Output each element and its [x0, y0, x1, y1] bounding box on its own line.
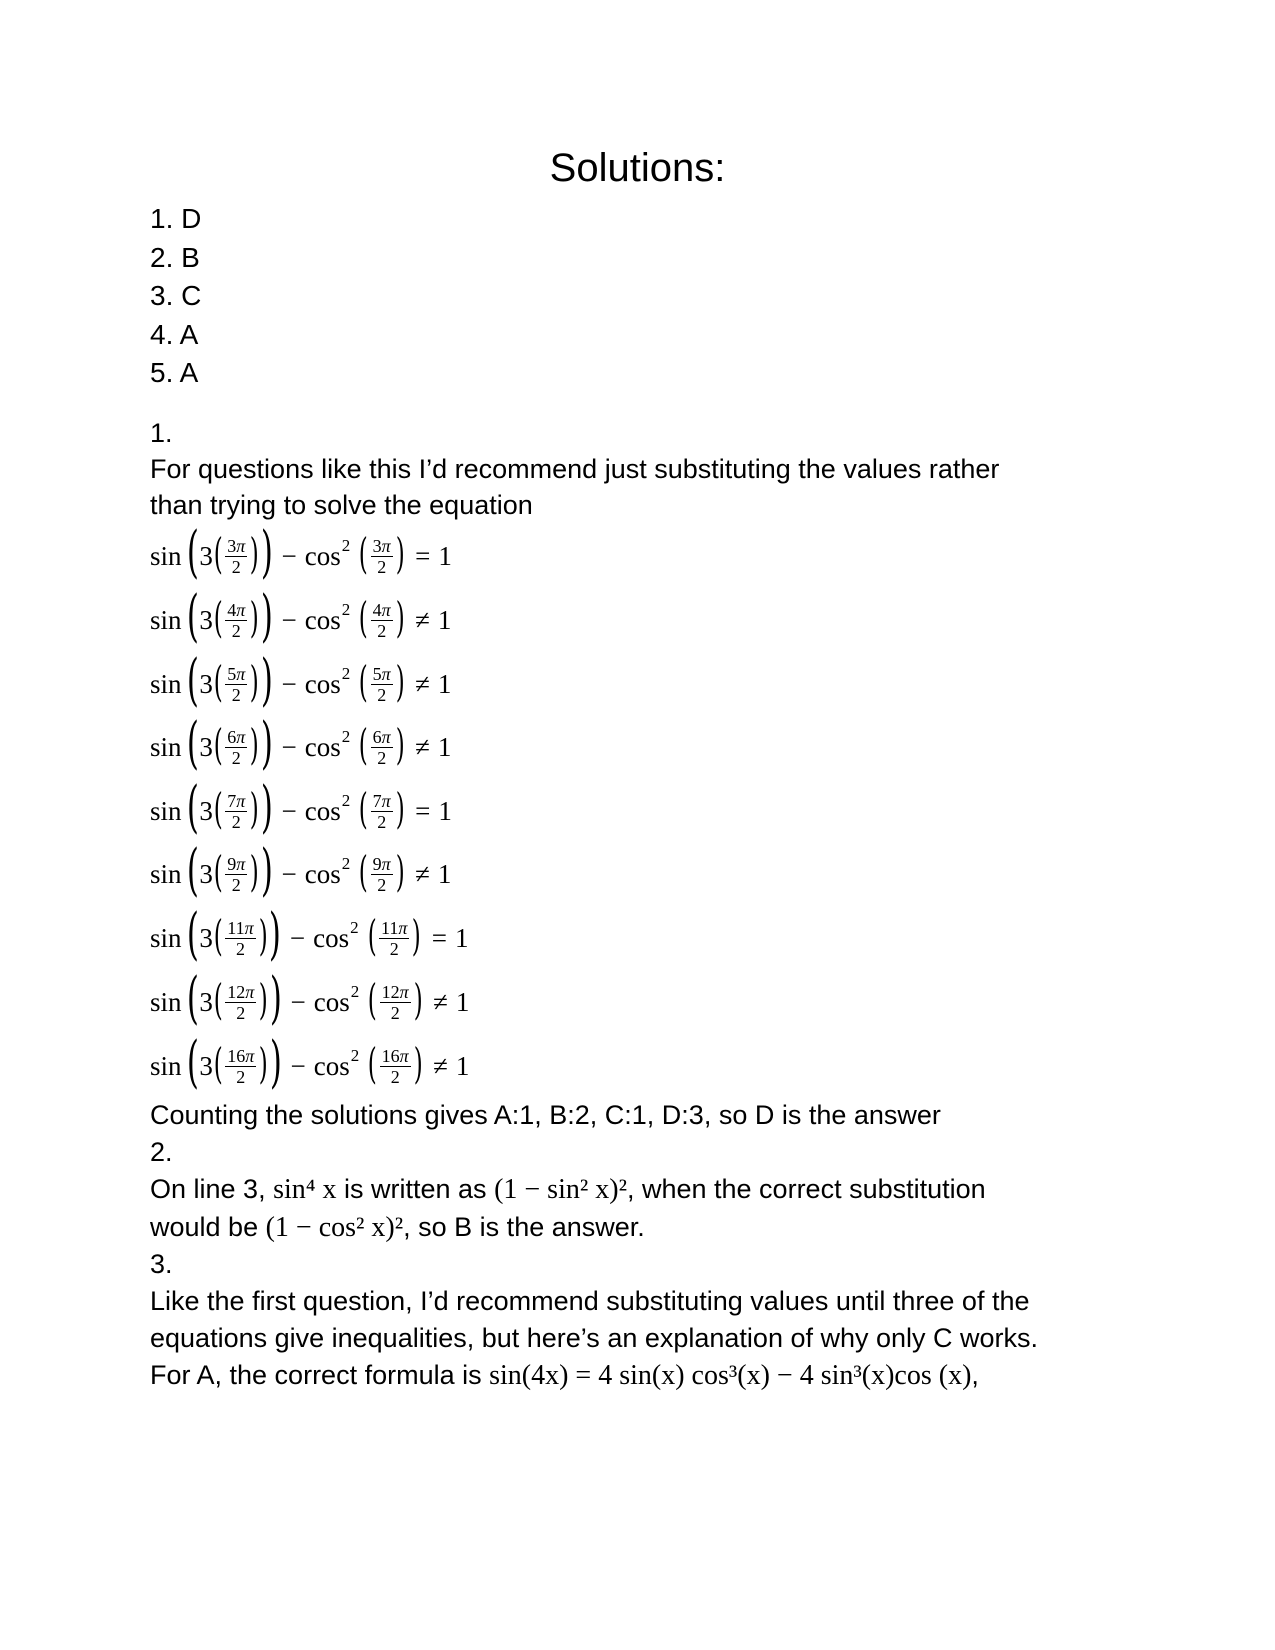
fraction-numerator-coef: 11 [227, 917, 245, 938]
sin-function: sin [150, 858, 182, 889]
fraction-denominator: 2 [236, 1066, 246, 1087]
fraction [380, 982, 411, 1023]
cos-function: cos [304, 731, 341, 762]
q1-equation-row [150, 902, 469, 969]
cos-function: cos [304, 858, 341, 889]
relation-symbol: ≠ [415, 668, 430, 699]
open-paren: ( [213, 975, 223, 1024]
close-paren: ) [249, 847, 259, 896]
open-paren: ( [186, 520, 199, 585]
fraction [225, 727, 247, 768]
minus-sign: − [290, 986, 306, 1017]
pi-symbol: π [381, 790, 391, 811]
open-paren: ( [367, 975, 377, 1024]
fraction [225, 1046, 256, 1087]
right-hand-side: 1 [438, 540, 452, 571]
cos-function: cos [313, 1050, 350, 1081]
fraction-numerator-coef: 12 [227, 981, 246, 1002]
fraction [225, 600, 247, 641]
q3-line2: equations give inequalities, but here’s an explanation of why only C works. [150, 1323, 1039, 1353]
relation-symbol: ≠ [415, 858, 430, 889]
fraction-denominator: 2 [390, 1002, 400, 1023]
minus-sign: − [289, 922, 306, 953]
fraction-numerator-coef: 3 [372, 535, 382, 556]
pi-symbol: π [244, 917, 254, 938]
q1-equation-row [150, 711, 452, 778]
open-paren: ( [186, 902, 199, 967]
open-paren: ( [213, 1039, 223, 1088]
close-paren: ) [269, 966, 282, 1031]
open-paren: ( [358, 593, 368, 642]
coefficient: 3 [199, 668, 213, 699]
fraction [371, 600, 393, 641]
answer-key-item: 3. C [150, 280, 202, 311]
answer-key-list [150, 200, 201, 393]
q2-line2-text-a: would be [150, 1212, 266, 1242]
coefficient: 3 [199, 604, 213, 635]
cos-function: cos [304, 795, 341, 826]
coefficient: 3 [199, 922, 213, 953]
pi-symbol: π [381, 599, 391, 620]
coefficient: 3 [199, 986, 213, 1017]
pi-symbol: π [236, 663, 246, 684]
right-hand-side: 1 [455, 986, 470, 1017]
close-paren: ) [260, 711, 273, 776]
fraction-numerator-coef: 5 [372, 663, 382, 684]
minus-sign: − [290, 1050, 306, 1081]
pi-symbol: π [236, 790, 246, 811]
page-title: Solutions: [549, 146, 726, 190]
fraction-denominator: 2 [377, 620, 387, 641]
pi-symbol: π [398, 917, 408, 938]
close-paren: ) [260, 648, 273, 713]
fraction-numerator-coef: 6 [372, 726, 382, 747]
close-paren: ) [249, 784, 259, 833]
q3-math-sin4x-formula: sin(4x) = 4 sin(x) cos³(x) − 4 sin³(x)cos (x) [489, 1360, 972, 1391]
close-paren: ) [395, 847, 405, 896]
close-paren: ) [258, 911, 268, 960]
pi-symbol: π [381, 535, 391, 556]
square-exponent: 2 [350, 1046, 360, 1065]
fraction-denominator: 2 [231, 874, 241, 895]
open-paren: ( [213, 847, 223, 896]
close-paren: ) [249, 593, 259, 642]
right-hand-side: 1 [455, 1050, 470, 1081]
answer-key-item: 2. B [150, 241, 200, 273]
fraction-numerator-coef: 6 [227, 726, 237, 747]
q1-number: 1. [150, 418, 173, 448]
q1-intro-line2: than trying to solve the equation [150, 490, 533, 520]
open-paren: ( [186, 966, 199, 1031]
q1-equation-row [150, 1030, 470, 1097]
cos-function: cos [304, 604, 341, 635]
close-paren: ) [395, 529, 405, 578]
q2-math-sin4: sin⁴ x [273, 1174, 337, 1205]
q2-line1-text-b: is written as [336, 1174, 495, 1204]
fraction-denominator: 2 [231, 556, 241, 577]
coefficient: 3 [199, 795, 213, 826]
fraction-denominator: 2 [231, 811, 241, 832]
right-hand-side: 1 [438, 795, 452, 826]
square-exponent: 2 [341, 536, 351, 555]
open-paren: ( [186, 838, 199, 903]
open-paren: ( [358, 784, 368, 833]
fraction-numerator-coef: 7 [227, 790, 237, 811]
q3-line3-text-a: For A, the correct formula is [150, 1360, 490, 1390]
open-paren: ( [186, 648, 199, 713]
close-paren: ) [269, 1030, 282, 1095]
fraction [225, 791, 247, 832]
fraction [225, 918, 255, 959]
q2-line1-text-c: , when the correct substitution [626, 1174, 986, 1204]
minus-sign: − [281, 540, 297, 571]
fraction [371, 791, 393, 832]
relation-symbol: ≠ [433, 986, 448, 1017]
minus-sign: − [281, 858, 297, 889]
fraction [225, 536, 247, 577]
fraction-numerator-coef: 11 [381, 917, 399, 938]
q2-line2 [150, 1212, 645, 1244]
coefficient: 3 [199, 731, 213, 762]
fraction-denominator: 2 [231, 620, 241, 641]
coefficient: 3 [199, 858, 213, 889]
open-paren: ( [186, 775, 199, 840]
sin-function: sin [150, 731, 182, 762]
open-paren: ( [358, 847, 368, 896]
q2-line2-text-b: , so B is the answer. [403, 1212, 645, 1242]
relation-symbol: = [415, 795, 431, 826]
close-paren: ) [249, 720, 259, 769]
open-paren: ( [358, 720, 368, 769]
q1-equation-row [150, 838, 452, 905]
q3-line1: Like the first question, I’d recommend substituting values until three of the [150, 1286, 1030, 1316]
square-exponent: 2 [341, 664, 351, 683]
right-hand-side: 1 [437, 858, 452, 889]
close-paren: ) [395, 784, 405, 833]
q2-line1 [150, 1174, 986, 1206]
open-paren: ( [213, 784, 223, 833]
cos-function: cos [304, 668, 341, 699]
fraction [225, 982, 256, 1023]
coefficient: 3 [199, 1050, 213, 1081]
fraction-numerator-coef: 4 [372, 599, 382, 620]
fraction-numerator-coef: 16 [227, 1045, 246, 1066]
fraction-denominator: 2 [390, 1066, 400, 1087]
q1-equation-row [150, 966, 470, 1033]
q3-number: 3. [150, 1249, 173, 1279]
close-paren: ) [268, 902, 281, 967]
pi-symbol: π [399, 981, 409, 1002]
q2-math-correct-substitution: (1 − cos² x)² [265, 1212, 404, 1243]
fraction [225, 664, 247, 705]
open-paren: ( [186, 584, 199, 649]
close-paren: ) [258, 975, 268, 1024]
sin-function: sin [150, 604, 182, 635]
right-hand-side: 1 [437, 731, 452, 762]
fraction-denominator: 2 [377, 684, 387, 705]
pi-symbol: π [245, 981, 255, 1002]
pi-symbol: π [245, 1045, 255, 1066]
close-paren: ) [249, 529, 259, 578]
q1-equation-row [150, 775, 452, 842]
open-paren: ( [367, 911, 377, 960]
coefficient: 3 [199, 540, 213, 571]
close-paren: ) [395, 657, 405, 706]
relation-symbol: = [415, 540, 431, 571]
sin-function: sin [150, 1050, 182, 1081]
minus-sign: − [281, 604, 297, 635]
pi-symbol: π [399, 1045, 409, 1066]
fraction-numerator-coef: 9 [227, 853, 237, 874]
pi-symbol: π [381, 663, 391, 684]
q3-line3 [150, 1360, 979, 1392]
cos-function: cos [304, 540, 341, 571]
pi-symbol: π [236, 599, 246, 620]
q2-math-wrong-substitution: (1 − sin² x)² [494, 1174, 627, 1205]
pi-symbol: π [236, 726, 246, 747]
cos-function: cos [313, 922, 350, 953]
close-paren: ) [260, 775, 273, 840]
pi-symbol: π [381, 726, 391, 747]
q2-number: 2. [150, 1137, 173, 1167]
relation-symbol: ≠ [433, 1050, 448, 1081]
close-paren: ) [249, 657, 259, 706]
fraction-denominator: 2 [377, 811, 387, 832]
q1-equation-row [150, 520, 452, 587]
q2-line1-text-a: On line 3, [150, 1174, 274, 1204]
right-hand-side: 1 [455, 922, 469, 953]
open-paren: ( [186, 1030, 199, 1095]
square-exponent: 2 [341, 727, 351, 746]
open-paren: ( [358, 529, 368, 578]
square-exponent: 2 [350, 918, 359, 937]
open-paren: ( [213, 593, 223, 642]
q1-intro-line1: For questions like this I’d recommend just substituting the values rather [150, 454, 1000, 484]
fraction-numerator-coef: 5 [227, 663, 237, 684]
open-paren: ( [213, 657, 223, 706]
answer-key-item: 4. A [150, 318, 199, 350]
fraction-numerator-coef: 7 [372, 790, 382, 811]
q1-equation-row [150, 648, 452, 715]
sin-function: sin [150, 986, 182, 1017]
close-paren: ) [395, 593, 405, 642]
close-paren: ) [412, 911, 422, 960]
sin-function: sin [150, 668, 182, 699]
fraction-denominator: 2 [377, 556, 387, 577]
fraction-numerator-coef: 16 [381, 1045, 400, 1066]
sin-function: sin [150, 795, 182, 826]
q1-equation-row [150, 584, 452, 651]
minus-sign: − [281, 731, 297, 762]
close-paren: ) [395, 720, 405, 769]
open-paren: ( [186, 711, 199, 776]
fraction-numerator-coef: 4 [227, 599, 237, 620]
fraction [225, 854, 247, 895]
right-hand-side: 1 [437, 604, 452, 635]
fraction-numerator-coef: 9 [372, 853, 382, 874]
answer-key-item: 5. A [150, 357, 199, 388]
fraction-denominator: 2 [377, 874, 387, 895]
open-paren: ( [213, 529, 223, 578]
relation-symbol: ≠ [415, 604, 430, 635]
close-paren: ) [413, 975, 423, 1024]
fraction-denominator: 2 [377, 747, 387, 768]
fraction-denominator: 2 [235, 938, 245, 959]
square-exponent: 2 [341, 600, 351, 619]
open-paren: ( [367, 1039, 377, 1088]
close-paren: ) [260, 520, 273, 585]
fraction [380, 1046, 411, 1087]
sin-function: sin [150, 922, 182, 953]
fraction [371, 536, 393, 577]
answer-key-item: 1. D [150, 203, 202, 234]
fraction [371, 727, 393, 768]
fraction-numerator-coef: 12 [381, 981, 400, 1002]
square-exponent: 2 [341, 791, 351, 810]
fraction-denominator: 2 [231, 747, 241, 768]
pi-symbol: π [236, 535, 246, 556]
close-paren: ) [413, 1039, 423, 1088]
relation-symbol: ≠ [415, 731, 430, 762]
q1-conclusion: Counting the solutions gives A:1, B:2, C:1, D:3, so D is the answer [150, 1100, 941, 1130]
open-paren: ( [213, 911, 223, 960]
fraction [371, 664, 393, 705]
square-exponent: 2 [350, 982, 360, 1001]
fraction-denominator: 2 [231, 684, 241, 705]
close-paren: ) [260, 838, 273, 903]
open-paren: ( [358, 657, 368, 706]
minus-sign: − [281, 795, 297, 826]
cos-function: cos [313, 986, 350, 1017]
pi-symbol: π [381, 853, 391, 874]
square-exponent: 2 [341, 854, 351, 873]
minus-sign: − [281, 668, 297, 699]
right-hand-side: 1 [437, 668, 452, 699]
close-paren: ) [260, 584, 273, 649]
relation-symbol: = [431, 922, 448, 953]
close-paren: ) [258, 1039, 268, 1088]
pi-symbol: π [236, 853, 246, 874]
fraction-numerator-coef: 3 [227, 535, 237, 556]
fraction [371, 854, 393, 895]
fraction-denominator: 2 [389, 938, 399, 959]
sin-function: sin [150, 540, 182, 571]
fraction [379, 918, 409, 959]
q3-line3-text-b: , [971, 1360, 979, 1390]
open-paren: ( [213, 720, 223, 769]
fraction-denominator: 2 [236, 1002, 246, 1023]
